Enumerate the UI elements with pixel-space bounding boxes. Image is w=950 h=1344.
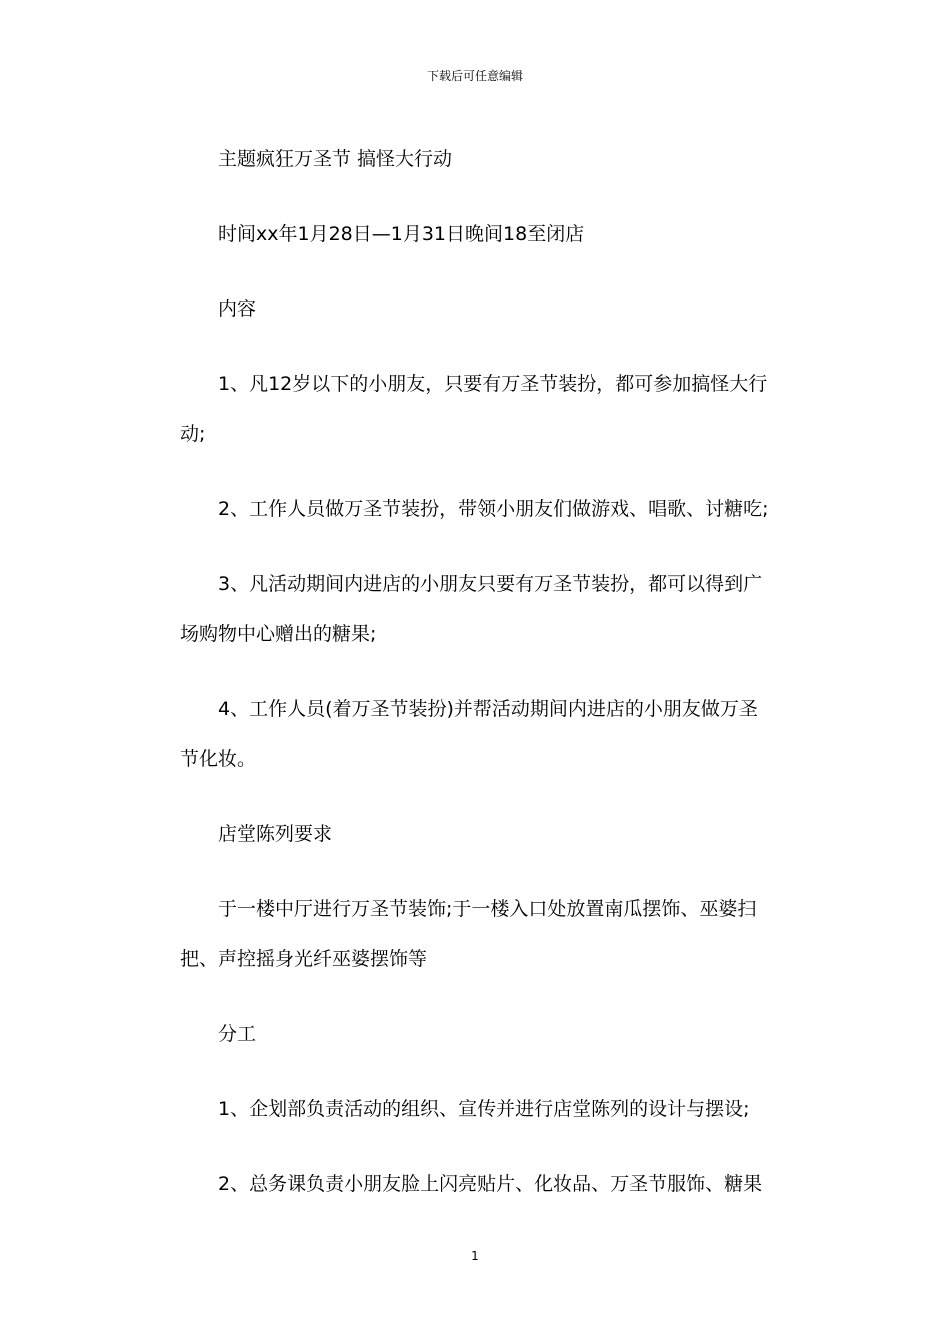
paragraph-item-4: 4、工作人员(着万圣节装扮)并帮活动期间内进店的小朋友做万圣节化妆。 — [180, 698, 758, 770]
paragraph-division-2: 2、总务课负责小朋友脸上闪亮贴片、化妆品、万圣节服饰、糖果 — [218, 1173, 763, 1195]
paragraph-time: 时间xx年1月28日—1月31日晚间18至闭店 — [218, 223, 585, 245]
paragraph-item-2: 2、工作人员做万圣节装扮，带领小朋友们做游戏、唱歌、讨糖吃; — [218, 498, 769, 520]
page-number: 1 — [471, 1249, 479, 1263]
paragraph-division-heading: 分工 — [218, 1023, 257, 1045]
paragraph-title: 主题疯狂万圣节 搞怪大行动 — [218, 148, 453, 170]
paragraph-item-3: 3、凡活动期间内进店的小朋友只要有万圣节装扮，都可以得到广场购物中心赠出的糖果; — [180, 573, 763, 645]
document-body — [180, 134, 772, 1234]
paragraph-division-1: 1、企划部负责活动的组织、宣传并进行店堂陈列的设计与摆设; — [218, 1098, 750, 1120]
paragraph-item-1: 1、凡12岁以下的小朋友，只要有万圣节装扮，都可参加搞怪大行动; — [180, 373, 768, 445]
paragraph-content-heading: 内容 — [218, 298, 257, 320]
page-header: 下载后可任意编辑 — [426, 69, 523, 83]
paragraph-display-heading: 店堂陈列要求 — [218, 823, 333, 845]
paragraph-display-text: 于一楼中厅进行万圣节装饰;于一楼入口处放置南瓜摆饰、巫婆扫把、声控摇身光纤巫婆摆饰等 — [180, 898, 757, 970]
